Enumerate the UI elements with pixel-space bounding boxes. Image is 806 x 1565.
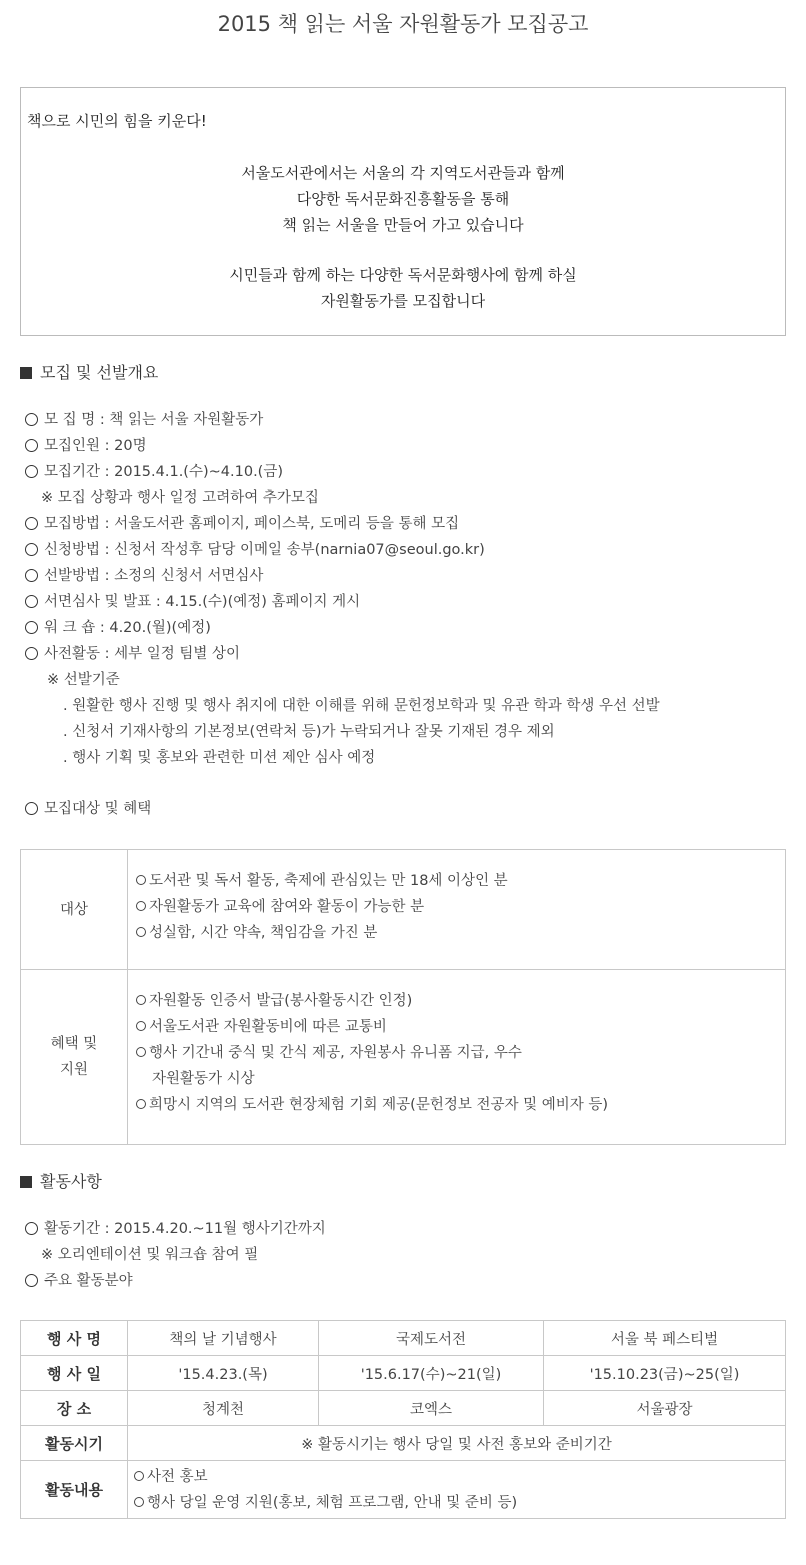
list-note: ※ 선발기준 (47, 672, 120, 688)
table-cell: 국제도서전 (319, 1321, 544, 1356)
section-heading-activities: 활동사항 (20, 1169, 102, 1192)
circle-bullet-icon (136, 1099, 146, 1109)
intro-message (21, 160, 785, 314)
activity-table (20, 1320, 786, 1519)
table-row (21, 1391, 786, 1426)
benefit-label: 혜택 및 지원 (21, 970, 128, 1145)
table-cell: 코엑스 (319, 1391, 544, 1426)
row-header: 행 사 일 (21, 1356, 128, 1391)
table-row (21, 1461, 786, 1519)
list-note: ※ 모집 상황과 행사 일정 고려하여 추가모집 (41, 490, 319, 506)
row-header: 행 사 명 (21, 1321, 128, 1356)
target-cell: 도서관 및 독서 활동, 축제에 관심있는 만 18세 이상인 분 자원활동가 교육에 참여와 활동이 가능한 분 성실함, 시간 약속, 책임감을 가진 분 (128, 850, 786, 970)
table-cell: ※ 활동시기는 행사 당일 및 사전 홍보와 준비기간 (128, 1426, 786, 1461)
row-header: 활동시기 (21, 1426, 128, 1461)
circle-bullet-icon (25, 802, 38, 815)
table-cell: 청계천 (128, 1391, 319, 1426)
circle-bullet-icon (136, 927, 146, 937)
target-heading: 모집대상 및 혜택 (25, 796, 151, 822)
list-item: 모집기간 : 2015.4.1.(수)~4.10.(금) (25, 459, 660, 485)
circle-bullet-icon (25, 621, 38, 634)
circle-bullet-icon (136, 875, 146, 885)
circle-bullet-icon (134, 1471, 144, 1481)
list-item: 활동기간 : 2015.4.20.~11월 행사기간까지 (25, 1216, 326, 1242)
table-row (21, 1426, 786, 1461)
circle-bullet-icon (25, 413, 38, 426)
intro-line: 다양한 독서문화진흥활동을 통해 (296, 190, 510, 208)
criteria-item: . 행사 기획 및 홍보와 관련한 미션 제안 심사 예정 (63, 750, 376, 766)
table-cell: '15.10.23(금)~25(일) (544, 1356, 786, 1391)
circle-bullet-icon (25, 439, 38, 452)
list-item: 주요 활동분야 (25, 1268, 326, 1294)
intro-box (20, 87, 786, 336)
circle-bullet-icon (25, 569, 38, 582)
intro-slogan: 책으로 시민의 힘을 키운다! (27, 112, 207, 130)
intro-line: 시민들과 함께 하는 다양한 독서문화행사에 함께 하실 (229, 266, 577, 284)
circle-bullet-icon (25, 543, 38, 556)
table-cell: 책의 날 기념행사 (128, 1321, 319, 1356)
row-header: 장 소 (21, 1391, 128, 1426)
benefit-cell: 자원활동 인증서 발급(봉사활동시간 인정) 서울도서관 자원활동비에 따른 교통비 행사 기간내 중식 및 간식 제공, 자원봉사 유니폼 지급, 우수 자원활동가 시상 희망시 지역의 도서관 현장체험 기회 제공(문헌정보 전공자 및 예비자 등) (128, 970, 786, 1145)
list-item: 서면심사 및 발표 : 4.15.(수)(예정) 홈페이지 게시 (25, 589, 660, 615)
row-header: 활동내용 (21, 1461, 128, 1519)
target-label: 대상 (21, 850, 128, 970)
list-item: 모집방법 : 서울도서관 홈페이지, 페이스북, 도메리 등을 통해 모집 (25, 511, 660, 537)
list-item: 사전활동 : 세부 일정 팀별 상이 (25, 641, 660, 667)
table-row (21, 1356, 786, 1391)
criteria-item: . 신청서 기재사항의 기본정보(연락처 등)가 누락되거나 잘못 기재된 경우 제외 (63, 724, 555, 740)
list-item: 선발방법 : 소정의 신청서 서면심사 (25, 563, 660, 589)
intro-line: 서울도서관에서는 서울의 각 지역도서관들과 함께 (241, 164, 565, 182)
activity-list (25, 1216, 326, 1294)
circle-bullet-icon (25, 465, 38, 478)
target-benefit-table (20, 849, 786, 1145)
table-cell: 서울광장 (544, 1391, 786, 1426)
square-bullet-icon (20, 367, 32, 379)
circle-bullet-icon (25, 1222, 38, 1235)
intro-line: 자원활동가를 모집합니다 (320, 292, 486, 310)
page-title: 2015 책 읽는 서울 자원활동가 모집공고 (217, 12, 589, 36)
table-cell: 사전 홍보 행사 당일 운영 지원(홍보, 체험 프로그램, 안내 및 준비 등) (128, 1461, 786, 1519)
recruitment-list (25, 407, 660, 771)
criteria-item: . 원활한 행사 진행 및 행사 취지에 대한 이해를 위해 문헌정보학과 및 유관 학과 학생 우선 선발 (63, 698, 660, 714)
circle-bullet-icon (25, 595, 38, 608)
circle-bullet-icon (25, 647, 38, 660)
table-row (21, 1321, 786, 1356)
list-item: 신청방법 : 신청서 작성후 담당 이메일 송부(narnia07@seoul.go.kr) (25, 537, 660, 563)
circle-bullet-icon (136, 995, 146, 1005)
circle-bullet-icon (136, 901, 146, 911)
circle-bullet-icon (136, 1021, 146, 1031)
square-bullet-icon (20, 1176, 32, 1188)
section-heading-recruitment: 모집 및 선발개요 (20, 360, 158, 383)
table-cell: '15.4.23.(목) (128, 1356, 319, 1391)
circle-bullet-icon (136, 1047, 146, 1057)
table-row (21, 970, 786, 1145)
list-item: 모 집 명 : 책 읽는 서울 자원활동가 (25, 407, 660, 433)
list-item: 모집인원 : 20명 (25, 433, 660, 459)
table-cell: 서울 북 페스티벌 (544, 1321, 786, 1356)
list-item: 워 크 숍 : 4.20.(월)(예정) (25, 615, 660, 641)
list-note: ※ 오리엔테이션 및 워크숍 참여 필 (41, 1247, 259, 1263)
intro-line: 책 읽는 서울을 만들어 가고 있습니다 (282, 216, 524, 234)
circle-bullet-icon (25, 517, 38, 530)
circle-bullet-icon (25, 1274, 38, 1287)
circle-bullet-icon (134, 1497, 144, 1507)
table-row (21, 850, 786, 970)
table-cell: '15.6.17(수)~21(일) (319, 1356, 544, 1391)
